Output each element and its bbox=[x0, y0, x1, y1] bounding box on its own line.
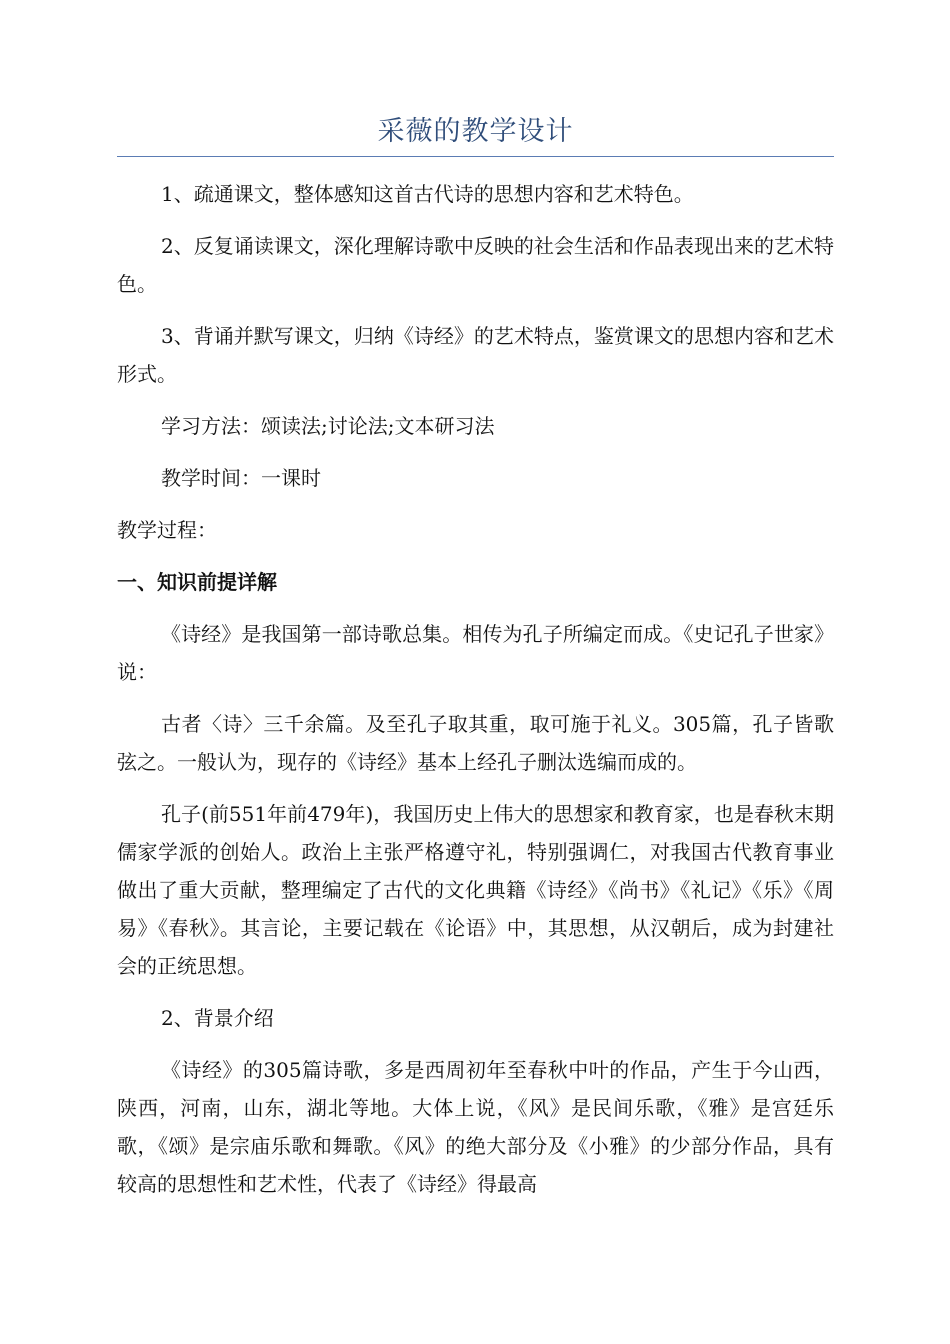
document-page bbox=[117, 112, 834, 1217]
subsection-heading: 2、背景介绍 bbox=[161, 1006, 274, 1030]
body-paragraph: 《诗经》是我国第一部诗歌总集。相传为孔子所编定而成。《史记孔子世家》说： bbox=[117, 622, 834, 684]
process-label: 教学过程： bbox=[117, 518, 217, 542]
body-paragraph: 《诗经》的305篇诗歌，多是西周初年至春秋中叶的作品，产生于今山西，陕西，河南，山东，湖北等地。大体上说，《风》是民间乐歌，《雅》是宫廷乐歌，《颂》是宗庙乐歌和舞歌。《风》的绝大部分及《小雅》的少部分作品，具有较高的思想性和艺术性，代表了《诗经》得最高 bbox=[117, 1058, 834, 1196]
body-paragraph: 孔子(前551年前479年)，我国历史上伟大的思想家和教育家，也是春秋末期儒家学派的创始人。政治上主张严格遵守礼，特别强调仁，对我国古代教育事业做出了重大贡献，整理编定了古代的文化典籍《诗经》《尚书》《礼记》《乐》《周易》《春秋》。其言论，主要记载在《论语》中，其思想，从汉朝后，成为封建社会的正统思想。 bbox=[117, 802, 834, 978]
section-heading: 一、知识前提详解 bbox=[117, 570, 277, 594]
objective-2: 2、反复诵读课文，深化理解诗歌中反映的社会生活和作品表现出来的艺术特色。 bbox=[117, 234, 834, 296]
teaching-time: 教学时间：一课时 bbox=[161, 466, 321, 490]
objective-1: 1、疏通课文，整体感知这首古代诗的思想内容和艺术特色。 bbox=[161, 182, 694, 206]
objective-3: 3、背诵并默写课文，归纳《诗经》的艺术特点，鉴赏课文的思想内容和艺术形式。 bbox=[117, 324, 834, 386]
title-underline bbox=[117, 156, 834, 157]
document-title: 采薇的教学设计 bbox=[377, 116, 574, 147]
body-paragraph: 古者〈诗〉三千余篇。及至孔子取其重，取可施于礼义。305篇，孔子皆歌弦之。一般认为，现存的《诗经》基本上经孔子删汰选编而成的。 bbox=[117, 712, 834, 774]
learning-methods: 学习方法：颂读法;讨论法;文本研习法 bbox=[161, 414, 495, 438]
